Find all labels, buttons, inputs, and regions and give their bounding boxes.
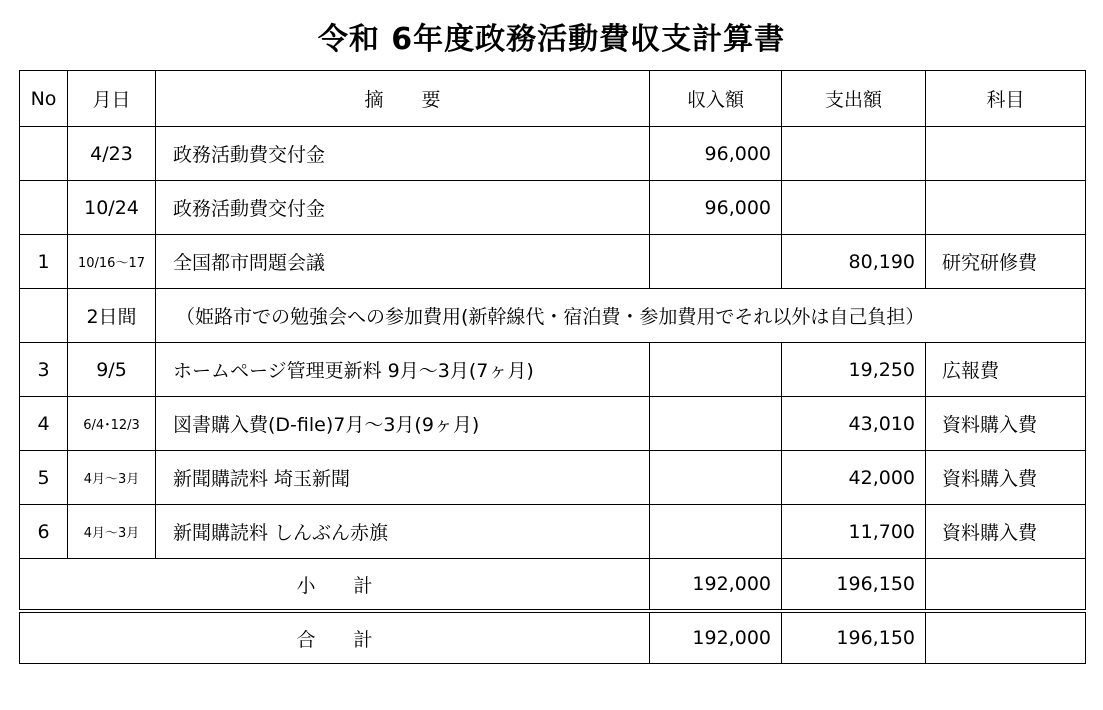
row-category: 広報費 bbox=[926, 343, 1086, 397]
row-note-description: （姫路市での勉強会への参加費用(新幹線代・宿泊費・参加費用でそれ以外は自己負担） bbox=[156, 289, 1086, 343]
row-no bbox=[20, 127, 68, 181]
header-no: No bbox=[20, 71, 68, 127]
total-income: 192,000 bbox=[650, 611, 782, 664]
row-category: 研究研修費 bbox=[926, 235, 1086, 289]
table-row bbox=[20, 127, 1086, 181]
row-expense: 80,190 bbox=[782, 235, 926, 289]
table-row bbox=[20, 343, 1086, 397]
row-expense: 42,000 bbox=[782, 451, 926, 505]
table-row bbox=[20, 505, 1086, 559]
header-category: 科目 bbox=[926, 71, 1086, 127]
subtotal-row bbox=[20, 559, 1086, 612]
table-row-note bbox=[20, 289, 1086, 343]
table-header-row bbox=[20, 71, 1086, 127]
row-no: 1 bbox=[20, 235, 68, 289]
expense-ledger-table bbox=[19, 70, 1086, 664]
header-description: 摘 要 bbox=[156, 71, 650, 127]
page-title: 令和 6年度政務活動費収支計算書 bbox=[317, 22, 786, 57]
total-row bbox=[20, 611, 1086, 664]
row-expense: 11,700 bbox=[782, 505, 926, 559]
row-category: 資料購入費 bbox=[926, 397, 1086, 451]
row-date: 10/24 bbox=[68, 181, 156, 235]
subtotal-income: 192,000 bbox=[650, 559, 782, 612]
row-date: 10/16～17 bbox=[68, 235, 156, 289]
subtotal-label: 小 計 bbox=[20, 559, 650, 612]
row-description: 図書購入費(D-file)7月～3月(9ヶ月) bbox=[156, 397, 650, 451]
header-date: 月日 bbox=[68, 71, 156, 127]
row-category: 資料購入費 bbox=[926, 505, 1086, 559]
total-expense: 196,150 bbox=[782, 611, 926, 664]
row-date: 9/5 bbox=[68, 343, 156, 397]
table-row bbox=[20, 397, 1086, 451]
row-date: 2日間 bbox=[68, 289, 156, 343]
row-category bbox=[926, 127, 1086, 181]
row-no: 4 bbox=[20, 397, 68, 451]
table-row bbox=[20, 451, 1086, 505]
subtotal-category bbox=[926, 559, 1086, 612]
row-description: 新聞購読料 しんぶん赤旗 bbox=[156, 505, 650, 559]
header-expense: 支出額 bbox=[782, 71, 926, 127]
subtotal-expense: 196,150 bbox=[782, 559, 926, 612]
header-income: 収入額 bbox=[650, 71, 782, 127]
row-date: 4月～3月 bbox=[68, 505, 156, 559]
row-date: 4/23 bbox=[68, 127, 156, 181]
row-expense: 43,010 bbox=[782, 397, 926, 451]
row-date: 4月～3月 bbox=[68, 451, 156, 505]
row-income bbox=[650, 505, 782, 559]
total-label: 合 計 bbox=[20, 611, 650, 664]
row-expense bbox=[782, 127, 926, 181]
total-category bbox=[926, 611, 1086, 664]
row-no: 6 bbox=[20, 505, 68, 559]
row-description: 政務活動費交付金 bbox=[156, 127, 650, 181]
row-description: 全国都市問題会議 bbox=[156, 235, 650, 289]
row-income: 96,000 bbox=[650, 127, 782, 181]
row-income bbox=[650, 451, 782, 505]
row-no: 3 bbox=[20, 343, 68, 397]
row-no bbox=[20, 181, 68, 235]
row-expense: 19,250 bbox=[782, 343, 926, 397]
row-date: 6/4･12/3 bbox=[68, 397, 156, 451]
row-category bbox=[926, 181, 1086, 235]
row-category: 資料購入費 bbox=[926, 451, 1086, 505]
table-row bbox=[20, 181, 1086, 235]
row-income bbox=[650, 235, 782, 289]
row-income bbox=[650, 343, 782, 397]
row-income: 96,000 bbox=[650, 181, 782, 235]
row-expense bbox=[782, 181, 926, 235]
table-row bbox=[20, 235, 1086, 289]
row-description: 新聞購読料 埼玉新聞 bbox=[156, 451, 650, 505]
row-no bbox=[20, 289, 68, 343]
row-no: 5 bbox=[20, 451, 68, 505]
row-income bbox=[650, 397, 782, 451]
row-description: ホームページ管理更新料 9月～3月(7ヶ月) bbox=[156, 343, 650, 397]
row-description: 政務活動費交付金 bbox=[156, 181, 650, 235]
